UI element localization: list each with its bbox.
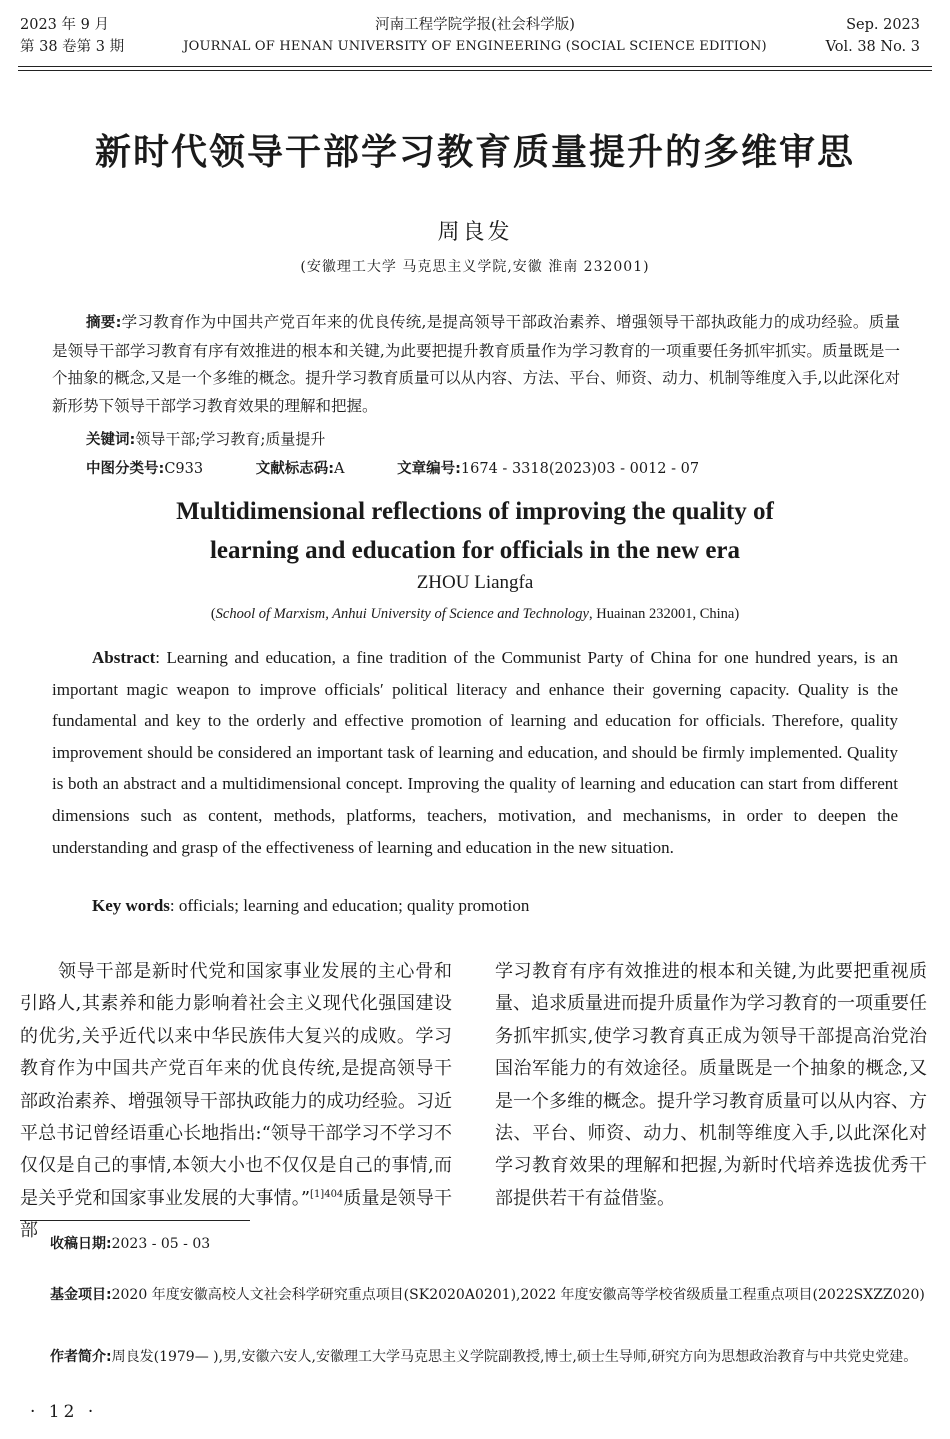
citation-ref: [1]404 [310, 1188, 344, 1200]
header-journal-cn: 河南工程学院学报(社会科学版) [375, 17, 575, 33]
article-number [397, 457, 699, 478]
clc-value: C933 [164, 461, 204, 477]
bio-value: 周良发(1979— ),男,安徽六安人,安徽理工大学马克思主义学院副教授,博士,硕士生导师,研究方向为思想政治教育与中共党史党建。 [111, 1349, 918, 1365]
footnote-received [50, 1232, 210, 1256]
fund-value: 2020 年度安徽高校人文社会科学研究重点项目(SK2020A0201),2022 年度安徽高等学校省级质量工程重点项目(2022SXZZ020) [111, 1287, 925, 1303]
body-left-tail: 质量是领导干部 [20, 1187, 453, 1242]
header-volume-cn: 第 38 卷第 3 期 [20, 39, 125, 55]
page-number: · 12 · [30, 1402, 98, 1422]
keywords-cn-label: 关键词: [86, 432, 136, 448]
abstract-en-label: Abstract [92, 648, 156, 667]
title-en-line1: Multidimensional reflections of improving the quality of [176, 498, 774, 525]
received-value: 2023 - 05 - 03 [111, 1236, 211, 1252]
author-name-cn: 周良发 [437, 220, 513, 245]
classification-row [86, 457, 886, 478]
body-column-right: 学习教育有序有效推进的根本和关键,为此要把重视质量、追求质量进而提升质量作为学习教育的一项重要任务抓牢抓实,使学习教育真正成为领导干部提高治党治国治军能力的有效途径。质量既是一个抽象的概念,又是一个多维的概念。提升学习教育质量可以从内容、方法、平台、师资、动力、机制等维度入手,以此深化对学习教育效果的理解和把握,为新时代培养选拔优秀干部提供若干有益借鉴。 [495, 961, 927, 1209]
abstract-en-text: : Learning and education, a fine tradition of the Communist Party of China for one hundred years, is an important magic weapon to improve officials′ political literacy and enhance their governing capacity. Quality is the fundamental and key to the orderly and effective promotion of learning and education for officials. Therefore, quality improvement should be considered an important task of learning and education, and should be firmly implemented. Quality is both an abstract and a multidimensional concept. Improving the quality of learning and education can start from different dimensions such as content, methods, platforms, teachers, motivation, and mechanisms, in order to deepen the understanding and grasp of the effectiveness of learning and education in the new situation. [52, 648, 898, 857]
abstract-cn [52, 309, 900, 420]
doc-code-label: 文献标志码: [255, 461, 335, 477]
header-issue-cn [20, 14, 124, 58]
article-number-value: 1674 - 3318(2023)03 - 0012 - 07 [460, 461, 700, 477]
header-date-cn: 2023 年 9 月 [20, 17, 109, 33]
header-rule-thin [18, 70, 932, 71]
doc-code-value: A [334, 461, 345, 477]
header-journal [150, 14, 800, 58]
affil-en-institution: School of Marxism, Anhui University of Science and Technology [215, 606, 589, 622]
keywords-en-text: : officials; learning and education; quality promotion [169, 896, 530, 915]
header-rule-thick [18, 66, 932, 67]
article-number-label: 文章编号: [397, 461, 461, 477]
header-date-en: Sep. 2023 [846, 17, 920, 33]
bio-label: 作者简介: [50, 1349, 112, 1365]
abstract-en [52, 642, 898, 863]
abstract-cn-label: 摘要: [86, 315, 122, 331]
affil-en-location: , Huainan 232001, China) [588, 606, 740, 622]
fund-label: 基金项目: [50, 1287, 112, 1303]
received-label: 收稿日期: [50, 1236, 112, 1252]
body-left-text: 领导干部是新时代党和国家事业发展的主心骨和引路人,其素养和能力影响着社会主义现代化强国建设的优劣,关乎近代以来中华民族伟大复兴的成败。学习教育作为中国共产党百年来的优良传统,是提高领导干部政治素养、增强领导干部执政能力的成功经验。习近平总书记曾经语重心长地指出:“领导干部学习不学习不仅仅是自己的事情,本领大小也不仅仅是自己的事情,而是关乎党和国家事业发展的大事情。” [20, 961, 452, 1209]
body-column-left [20, 956, 452, 1248]
clc-label: 中图分类号: [86, 461, 165, 477]
affiliation-en [0, 606, 950, 623]
header-journal-en: JOURNAL OF HENAN UNIVERSITY OF ENGINEERING (SOCIAL SCIENCE EDITION) [183, 39, 767, 54]
author-name-en: ZHOU Liangfa [416, 572, 534, 593]
clc-number [86, 457, 203, 478]
keywords-cn [86, 428, 325, 449]
keywords-en-label: Key words [92, 896, 170, 915]
affiliation-cn: (安徽理工大学 马克思主义学院,安徽 淮南 232001) [300, 259, 650, 275]
title-en-line2: learning and education for officials in the new era [209, 537, 741, 564]
document-code [256, 457, 345, 478]
header-issue-en [826, 14, 920, 58]
keywords-cn-text: 领导干部;学习教育;质量提升 [135, 430, 326, 448]
article-title-en [0, 492, 950, 570]
footnote-fund [20, 1283, 932, 1307]
keywords-en [92, 896, 529, 916]
header-volume-en: Vol. 38 No. 3 [825, 39, 920, 55]
footnote-rule [20, 1220, 250, 1221]
article-title-cn: 新时代领导干部学习教育质量提升的多维审思 [94, 132, 855, 173]
footnote-author-bio [20, 1345, 932, 1369]
affil-en-open: ( [210, 606, 216, 622]
abstract-cn-text: 学习教育作为中国共产党百年来的优良传统,是提高领导干部政治素养、增强领导干部执政能力的成功经验。质量是领导干部学习教育有序有效推进的根本和关键,为此要把提升教育质量作为学习教育的一项重要任务抓牢抓实。质量既是一个抽象的概念,又是一个多维的概念。提升学习教育质量可以从内容、方法、平台、师资、动力、机制等维度入手,以此深化对新形势下领导干部学习教育效果的理解和把握。 [52, 313, 900, 415]
